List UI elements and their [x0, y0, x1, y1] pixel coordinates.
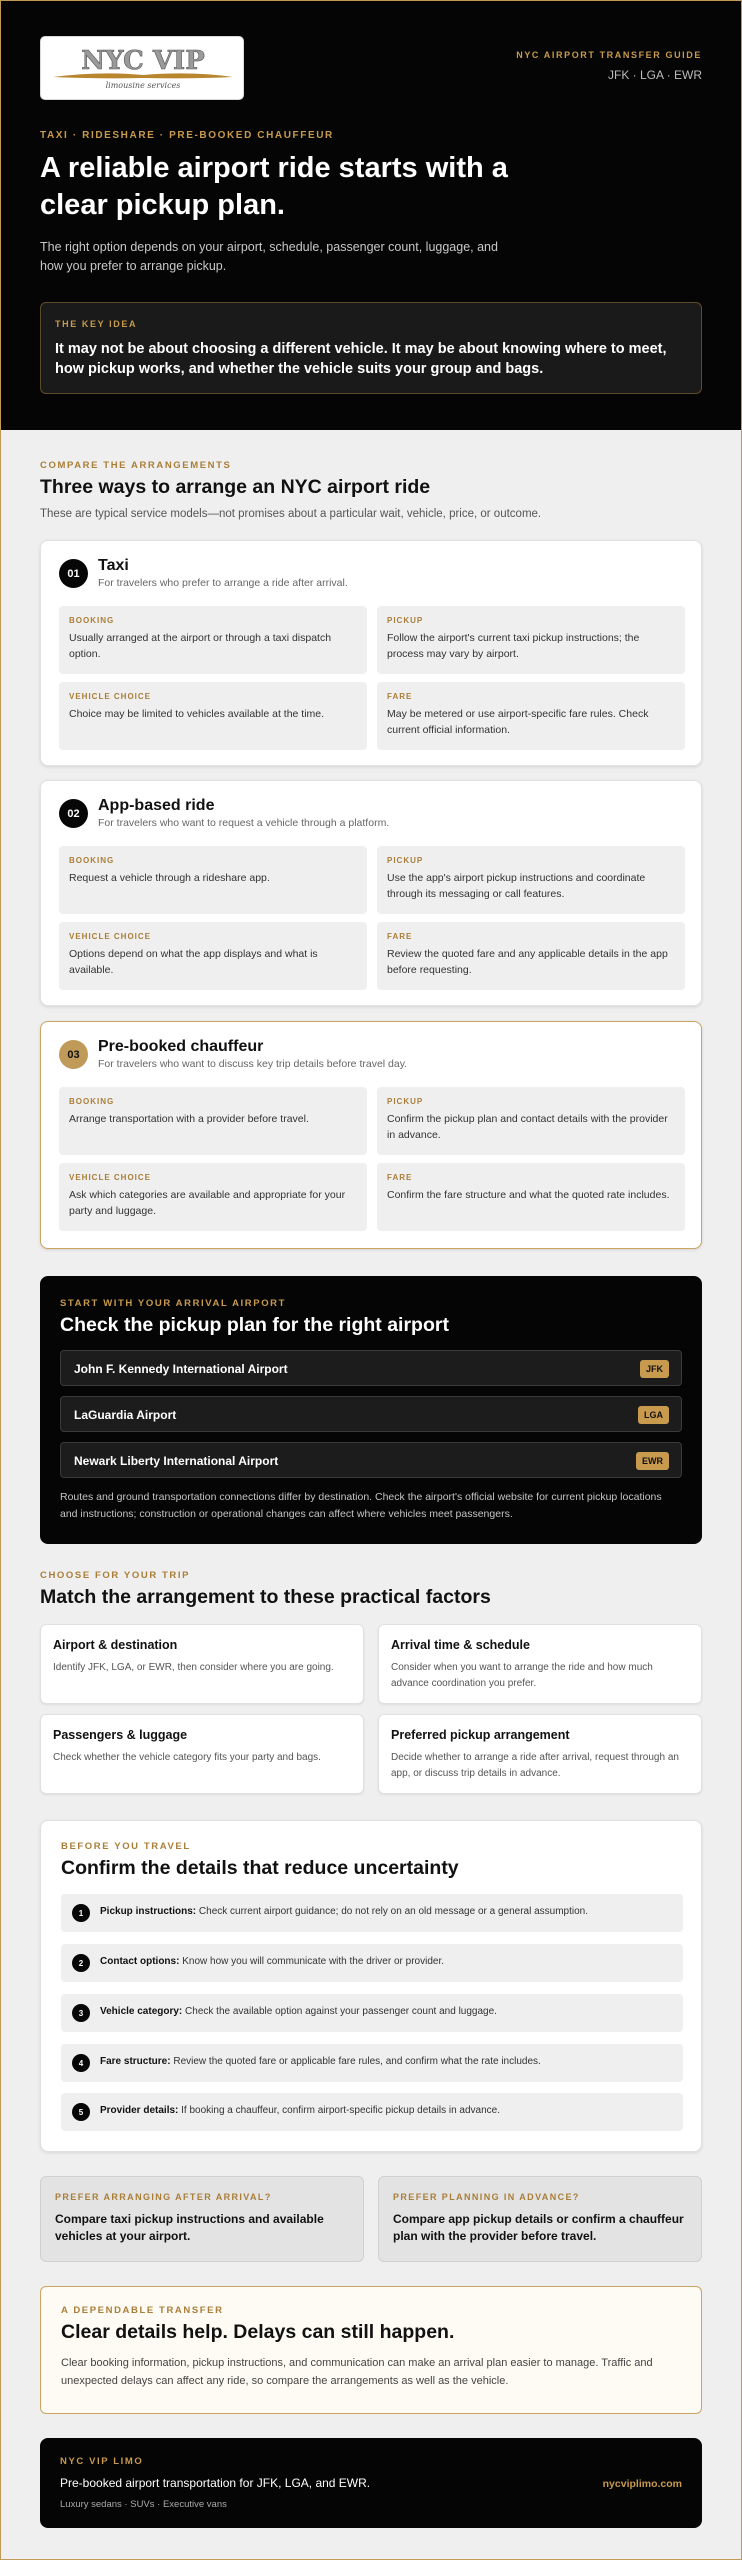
- checklist-detail: If booking a chauffeur, confirm airport-specific pickup details in advance.: [181, 2105, 501, 2116]
- cell-text: Review the quoted fare and any applicable details in the app before requesting.: [387, 948, 668, 976]
- airport-eyebrow: START WITH YOUR ARRIVAL AIRPORT: [60, 1298, 287, 1309]
- cell-label: FARE: [387, 1173, 413, 1182]
- checklist-item: [61, 2093, 683, 2131]
- hero-eyebrow: TAXI · RIDESHARE · PRE-BOOKED CHAUFFEUR: [40, 130, 334, 141]
- footer-brand: NYC VIP LIMO: [60, 2456, 144, 2467]
- footer-fleet: Luxury sedans · SUVs · Executive vans: [60, 2499, 227, 2510]
- cell-text: Request a vehicle through a rideshare app.: [69, 872, 270, 884]
- footer: [40, 2438, 702, 2528]
- checklist-detail: Know how you will communicate with the driver or provider.: [182, 1956, 444, 1967]
- cell-label: FARE: [387, 692, 413, 701]
- checklist-number: 4: [72, 2054, 90, 2072]
- checklist-text: [100, 2105, 500, 2116]
- factor-airport-destination: [40, 1624, 364, 1704]
- prefer-label: PREFER ARRANGING AFTER ARRIVAL?: [55, 2192, 272, 2202]
- cell-text: Options depend on what the app displays and what is available.: [69, 948, 318, 976]
- option-number: 01: [59, 559, 88, 588]
- checklist-eyebrow: BEFORE YOU TRAVEL: [61, 1841, 191, 1852]
- factor-arrival-time: [378, 1624, 702, 1704]
- svg-text:NYC VIP: NYC VIP: [81, 46, 205, 76]
- option-cell-booking: [59, 1087, 367, 1155]
- key-idea-text: It may not be about choosing a different vehicle. It may be about knowing where to meet, how pickup works, and whether the vehicle suits your group and bags.: [55, 341, 667, 377]
- cell-text: Confirm the fare structure and what the quoted rate includes.: [387, 1189, 670, 1201]
- checklist-detail: Check current airport guidance; do not rely on an old message or a general assumption.: [198, 1906, 589, 1917]
- compare-eyebrow: COMPARE THE ARRANGEMENTS: [40, 460, 232, 471]
- checklist-number: 2: [72, 1954, 90, 1972]
- svg-text:limousine services: limousine services: [105, 81, 181, 90]
- cell-text: May be metered or use airport-specific fare rules. Check current official information.: [387, 708, 649, 736]
- checklist-label: Provider details:: [100, 2105, 179, 2116]
- cell-text: Confirm the pickup plan and contact details with the provider in advance.: [387, 1113, 668, 1141]
- checklist-label: Vehicle category:: [100, 2006, 183, 2017]
- key-idea-box: [40, 302, 702, 394]
- brand-logo[interactable]: [40, 36, 244, 100]
- checklist-item: [61, 1944, 683, 1982]
- dependable-text: Clear booking information, pickup instructions, and communication can make an arrival plan easier to manage. Traffic and unexpected delays can affect any ride, so compare the arrangements as well as the vehicle.: [61, 2357, 653, 2387]
- cell-label: PICKUP: [387, 616, 424, 625]
- cell-label: BOOKING: [69, 1097, 115, 1106]
- cell-text: Choice may be limited to vehicles available at the time.: [69, 708, 325, 720]
- option-cell-booking: [59, 606, 367, 674]
- factor-title: Arrival time & schedule: [391, 1638, 530, 1652]
- factors-title: Match the arrangement to these practical factors: [40, 1586, 491, 1608]
- checklist-text: [100, 1956, 444, 1967]
- option-cell-pickup: [377, 1087, 685, 1155]
- checklist-label: Pickup instructions:: [100, 1906, 197, 1917]
- hero-subtitle: The right option depends on your airport, schedule, passenger count, luggage, and how you prefer to arrange pickup.: [40, 240, 498, 273]
- compare-subtitle: These are typical service models—not promises about a particular wait, vehicle, price, or outcome.: [40, 508, 542, 520]
- option-card-chauffeur: [40, 1021, 702, 1249]
- option-cell-pickup: [377, 846, 685, 914]
- checklist-text: [100, 1906, 588, 1917]
- hero-title: A reliable airport ride starts with a clear pickup plan.: [40, 152, 508, 221]
- cell-text: Follow the airport's current taxi pickup instructions; the process may vary by airport.: [387, 632, 640, 660]
- option-title: App-based ride: [98, 797, 215, 814]
- option-title: Pre-booked chauffeur: [98, 1038, 264, 1055]
- footer-tagline: Pre-booked airport transportation for JFK, LGA, and EWR.: [60, 2476, 371, 2490]
- cell-text: Use the app's airport pickup instructions and coordinate through its messaging or call features.: [387, 872, 646, 900]
- checklist-item: [61, 1994, 683, 2032]
- option-cell-fare: [377, 1163, 685, 1231]
- prefer-in-advance: [378, 2176, 702, 2262]
- option-card-app-ride: [40, 780, 702, 1006]
- checklist-label: Fare structure:: [100, 2056, 171, 2067]
- option-subtitle: For travelers who want to request a vehicle through a platform.: [98, 817, 390, 829]
- option-card-taxi: [40, 540, 702, 766]
- checklist-text: [100, 2056, 541, 2067]
- prefer-after-arrival: [40, 2176, 364, 2262]
- prefer-label: PREFER PLANNING IN ADVANCE?: [393, 2192, 580, 2202]
- factor-text: Check whether the vehicle category fits your party and bags.: [53, 1752, 321, 1763]
- option-cell-vehicle: [59, 682, 367, 750]
- airport-title: Check the pickup plan for the right airport: [60, 1314, 449, 1336]
- logo-graphic: [41, 37, 244, 100]
- factor-text: Identify JFK, LGA, or EWR, then consider where you are going.: [53, 1662, 334, 1673]
- guide-airport-codes: JFK · LGA · EWR: [607, 68, 702, 82]
- guide-label: NYC AIRPORT TRANSFER GUIDE: [516, 50, 702, 60]
- option-subtitle: For travelers who prefer to arrange a ride after arrival.: [98, 577, 348, 589]
- airport-code-badge: LGA: [638, 1406, 669, 1424]
- checklist-detail: Review the quoted fare or applicable fare rules, and confirm what the rate includes.: [173, 2056, 541, 2067]
- option-cell-vehicle: [59, 922, 367, 990]
- checklist-section: [40, 1820, 702, 2152]
- prefer-text: Compare taxi pickup instructions and available vehicles at your airport.: [55, 2212, 324, 2243]
- checklist-text: [100, 2006, 497, 2017]
- cell-label: VEHICLE CHOICE: [69, 692, 152, 701]
- checklist-number: 5: [72, 2103, 90, 2121]
- factor-title: Preferred pickup arrangement: [391, 1728, 570, 1742]
- cell-text: Usually arranged at the airport or through a taxi dispatch option.: [69, 632, 332, 660]
- dependable-label: A DEPENDABLE TRANSFER: [61, 2305, 224, 2316]
- checklist-number: 1: [72, 1904, 90, 1922]
- option-number: 03: [59, 1040, 88, 1069]
- cell-text: Ask which categories are available and appropriate for your party and luggage.: [69, 1189, 346, 1217]
- cell-label: VEHICLE CHOICE: [69, 932, 152, 941]
- airport-name: LaGuardia Airport: [74, 1408, 177, 1422]
- airport-code-badge: EWR: [636, 1452, 669, 1470]
- option-cell-vehicle: [59, 1163, 367, 1231]
- factor-pickup-arrangement: [378, 1714, 702, 1794]
- cell-label: PICKUP: [387, 1097, 424, 1106]
- factor-title: Passengers & luggage: [53, 1728, 188, 1742]
- cell-label: BOOKING: [69, 616, 115, 625]
- dependable-transfer-box: [40, 2286, 702, 2414]
- footer-website-link[interactable]: nycviplimo.com: [602, 2478, 682, 2490]
- option-title: Taxi: [98, 557, 129, 574]
- checklist-number: 3: [72, 2004, 90, 2022]
- checklist-detail: Check the available option against your passenger count and luggage.: [185, 2006, 497, 2017]
- factor-title: Airport & destination: [53, 1638, 178, 1652]
- cell-label: FARE: [387, 932, 413, 941]
- airport-item-ewr[interactable]: [60, 1442, 682, 1478]
- checklist-item: [61, 2044, 683, 2082]
- option-number: 02: [59, 799, 88, 828]
- airport-section: [40, 1276, 702, 1544]
- factor-text: Decide whether to arrange a ride after arrival, request through an app, or discuss trip details in advance.: [391, 1752, 679, 1779]
- factor-text: Consider when you want to arrange the ride and how much advance coordination you prefer.: [391, 1662, 653, 1689]
- cell-text: Arrange transportation with a provider before travel.: [69, 1113, 309, 1125]
- checklist-label: Contact options:: [100, 1956, 180, 1967]
- hero-section: [0, 0, 742, 430]
- airport-name: John F. Kennedy International Airport: [74, 1362, 288, 1376]
- factors-eyebrow: CHOOSE FOR YOUR TRIP: [40, 1570, 191, 1581]
- airport-name: Newark Liberty International Airport: [74, 1454, 279, 1468]
- option-subtitle: For travelers who want to discuss key trip details before travel day.: [98, 1058, 408, 1070]
- airport-note: Routes and ground transportation connections differ by destination. Check the airport's official website for current pickup locations and instructions; construction or operational changes can affect where vehicles meet passengers.: [60, 1491, 662, 1520]
- option-cell-fare: [377, 682, 685, 750]
- cell-label: VEHICLE CHOICE: [69, 1173, 152, 1182]
- prefer-text: Compare app pickup details or confirm a chauffeur plan with the provider before travel.: [393, 2212, 684, 2243]
- compare-title: Three ways to arrange an NYC airport ride: [40, 476, 431, 498]
- airport-item-jfk[interactable]: [60, 1350, 682, 1386]
- option-cell-booking: [59, 846, 367, 914]
- checklist-title: Confirm the details that reduce uncertainty: [61, 1857, 459, 1879]
- option-cell-fare: [377, 922, 685, 990]
- cell-label: PICKUP: [387, 856, 424, 865]
- option-cell-pickup: [377, 606, 685, 674]
- factor-passengers-luggage: [40, 1714, 364, 1794]
- dependable-title: Clear details help. Delays can still happen.: [61, 2321, 455, 2343]
- airport-item-lga[interactable]: [60, 1396, 682, 1432]
- key-idea-label: THE KEY IDEA: [55, 319, 138, 329]
- cell-label: BOOKING: [69, 856, 115, 865]
- airport-code-badge: JFK: [640, 1360, 669, 1378]
- checklist-item: [61, 1894, 683, 1932]
